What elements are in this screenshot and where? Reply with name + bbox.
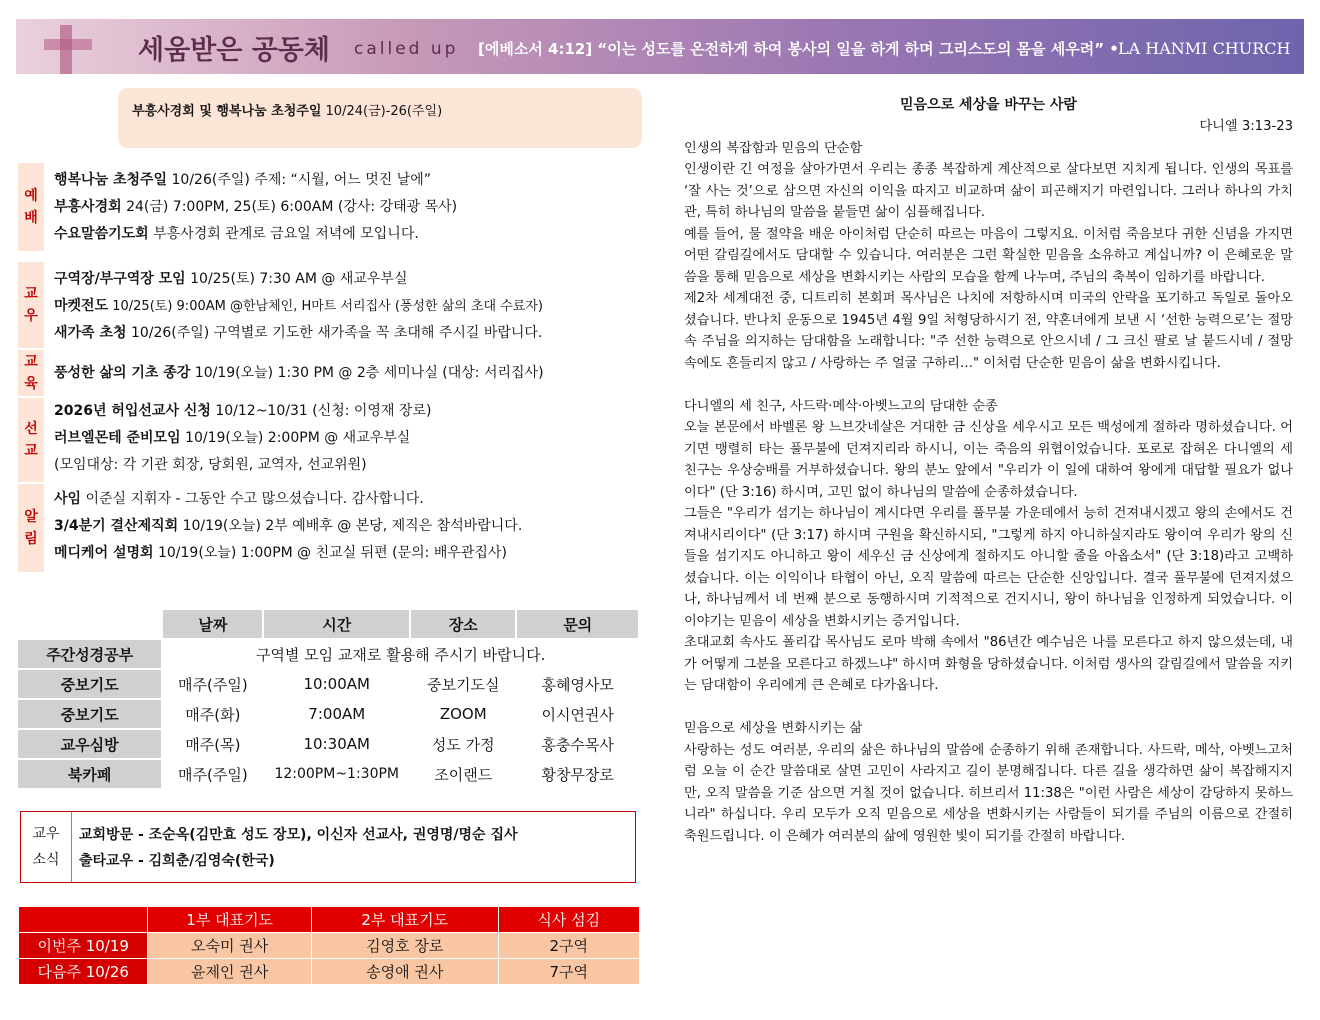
announcement-line: 러브엘몬테 준비모임 10/19(오늘) 2:00PM @ 새교우부실 [54,430,411,446]
sermon-paragraph: 사랑하는 성도 여러분, 우리의 삶은 하나님의 말씀에 순종하기 위해 존재합니다. 사드락, 메삭, 아벳느고처럼 오늘 이 순간 말씀대로 살면 고민이 사라지고 길이 분명해집니다. 다른 길을 생각하면 삶이 복잡해지지만, 오직 말씀을 기준 삼으면 거칠 것이 없습니다. 히브리서 11:38은 "이런 사람은 세상이 감당하지 못하느니라" 하십니다. 우리 모두가 오직 믿음으로 세상을 변화시키는 사람들이 되기를 주님의 이름으로 간절히 축원드립니다. 이 은혜가 여러분의 삶에 영원한 빛이 되기를 간절히 바랍니다. [684,742,1293,844]
duty-roster-table [18,906,640,985]
table-cell: 송영애 권사 [312,959,498,984]
section-heading: 믿음으로 세상을 변화시키는 삶 [684,721,863,736]
schedule-table [16,608,640,790]
announcement-category: 교 우 [18,262,44,348]
table-corner [18,610,161,638]
table-cell: 중보기도실 [427,675,500,694]
table-cell: 이시연권사 [541,705,614,724]
announcement-category: 교 육 [18,350,44,396]
announcement-line: 수요말씀기도회 부흥사경회 관계로 금요일 저녁에 모입니다. [54,226,419,242]
revival-dates: 10/24(금)-26(주일) [325,104,443,119]
sermon-title: 믿음으로 세상을 바꾸는 사람 [900,97,1077,113]
table-cell: 황창무장로 [541,765,614,784]
table-header: 문의 [517,610,638,638]
table-cell: 매주(주일) [178,765,248,784]
revival-notice [118,88,642,148]
row-label: 이번주 10/19 [19,933,147,958]
row-label: 중보기도 [18,670,161,698]
cross-icon-bar [44,39,92,50]
banner-verse: [에베소서 4:12] “이는 성도를 온전하게 하여 봉사의 일을 하게 하며 그리스도의 몸을 세우려” • [478,40,1119,58]
table-cell: 김영호 장로 [312,933,498,958]
table-row [18,760,638,788]
sermon-paragraph: 인생이란 긴 여정을 살아가면서 우리는 종종 복잡하게 계산적으로 살다보면 지치게 됩니다. 인생의 목표를 ‘잘 사는 것’으로 삼으면 자신의 이익을 따지고 비교하며 삶이 피곤해지기 마련입니다. 그러나 하나의 가치관, 특히 하나님의 말씀을 붙들면 삶이 심플해집니다. [684,162,1293,220]
table-cell: 12:00PM~1:30PM [274,766,400,782]
banner-title: 세움받은 공동체 [138,35,330,66]
table-header [19,907,147,932]
table-cell: 10:00AM [303,675,370,693]
row-label: 주간성경공부 [18,640,161,668]
row-label: 북카페 [18,760,161,788]
table-header: 식사 섬김 [499,907,639,932]
announcement-line: 구역장/부구역장 모임 10/25(토) 7:30 AM @ 새교우부실 [54,271,408,287]
header-banner [16,19,1304,74]
announcement-line: 2026년 허입선교사 신청 10/12~10/31 (신청: 이영재 장로) [54,403,432,419]
table-header-row [18,610,638,638]
announcement-body [54,360,640,387]
announcement-education [18,350,640,396]
table-cell: 10:30AM [303,735,370,753]
section-heading: 인생의 복잡함과 믿음의 단순함 [684,140,863,156]
table-cell: 7:00AM [308,705,366,723]
table-row [18,700,638,728]
announcement-category: 예 배 [18,163,44,251]
sermon-column [684,94,1293,847]
table-cell: ZOOM [439,705,487,723]
table-row [18,670,638,698]
sermon-paragraph: 제2차 세계대전 중, 디트리히 본회퍼 목사님은 나치에 저항하시며 미국의 안락을 포기하고 독일로 돌아오셨습니다. 반나치 운동으로 1945년 4월 9일 처형당하시기 전, 약혼녀에게 보낸 시 ‘선한 능력으로’는 절망 속 주님을 의지하는 담대함을 노래합니다: "주 선한 능력으로 안으시네 / 그 크신 팔로 날 붙드시네 / 절망 속에도 흔들리지 않고 / 사랑하는 주 얼굴 구하리…" 이처럼 단순한 믿음이 삶을 변화시킵니다. [684,291,1293,371]
announcement-body [54,398,640,479]
announcement-line: 풍성한 삶의 기초 종강 10/19(오늘) 1:30 PM @ 2층 세미나실 (대상: 서리집사) [54,365,544,381]
table-cell: 윤제인 권사 [148,959,311,984]
table-row [19,933,639,958]
table-header: 날짜 [163,610,262,638]
sermon-reference: 다니엘 3:13-23 [1199,119,1293,134]
table-header: 1부 대표기도 [148,907,311,932]
announcement-line: 마켓전도 10/25(토) 9:00AM @한남체인, H마트 서리집사 (풍성한 삶의 초대 수료자) [54,298,543,314]
table-cell: 홍혜영사모 [541,675,614,694]
table-cell: 오숙미 권사 [148,933,311,958]
table-row [18,730,638,758]
announcement-line: 부흥사경회 24(금) 7:00PM, 25(토) 6:00AM (강사: 강태광 목사) [54,199,458,215]
table-cell: 매주(주일) [178,675,248,694]
table-cell: 홍충수목사 [541,735,614,754]
table-header: 장소 [411,610,515,638]
announcement-line: (모임대상: 각 기관 회장, 당회원, 교역자, 선교위원) [54,457,367,473]
announcement-category: 선 교 [18,398,44,482]
sermon-paragraph: 오늘 본문에서 바벨론 왕 느브갓네살은 거대한 금 신상을 세우시고 모든 백성에게 절하라 명하셨습니다. 어기면 맹렬히 타는 풀무불에 던져지리라 하시니, 이는 죽음의 위협이었습니다. 포로로 잡혀온 다니엘의 세 친구는 우상숭배를 거부하셨습니다. 왕의 분노 앞에서 "우리가 이 일에 대하여 왕에게 대답할 필요가 없나이다" (단 3:16) 하시며, 고민 없이 하나님의 말씀에 순종하셨습니다. [684,420,1293,500]
member-news-box [20,811,636,883]
announcement-body [54,167,640,248]
announcement-body [54,486,640,567]
announcement-body [54,266,640,347]
revival-title: 부흥사경회 및 행복나눔 초청주일 [132,104,322,119]
sermon-paragraph: 예를 들어, 물 절약을 배운 아이처럼 단순히 따르는 마음이 그렇지요. 이처럼 죽음보다 귀한 신념을 가지면 어떤 갈림길에서도 담대할 수 있습니다. 여러분은 그런 확실한 믿음을 소유하고 계십니까? 이 은혜로운 말씀을 통해 믿음으로 세상을 변화시키는 사람의 모습을 함께 나누며, 주님의 축복이 임하기를 바랍니다. [684,226,1293,285]
announcement-line: 행복나눔 초청주일 10/26(주일) 주제: “시월, 어느 멋진 날에” [54,172,432,188]
row-label: 교우심방 [18,730,161,758]
table-cell: 구역별 모임 교재로 활용해 주시기 바랍니다. [255,645,546,664]
table-header: 2부 대표기도 [312,907,498,932]
table-row [19,959,639,984]
announcement-line: 새가족 초청 10/26(주일) 구역별로 기도한 새가족을 꼭 초대해 주시길 바랍니다. [54,325,543,341]
table-cell: 조이랜드 [434,765,493,784]
member-news-label: 교우 소식 [21,812,72,882]
table-header: 시간 [264,610,409,638]
table-header-row [19,907,639,932]
row-label: 중보기도 [18,700,161,728]
member-news-line: 출타교우 - 김희춘/김영숙(한국) [79,853,275,869]
table-cell: 성도 가정 [431,735,495,754]
announcement-category: 알 림 [18,484,44,572]
sermon-paragraph: 그들은 "우리가 섬기는 하나님이 계시다면 우리를 풀무불 가운데에서 능히 건져내시겠고 왕의 손에서도 건져내시리이다" (단 3:17) 하시며 구원을 확신하시되, "그렇게 하지 아니하실지라도 왕이여 우리가 왕의 신들을 섬기지도 아니하고 왕이 세우신 금 신상에게 절하지도 아니할 줄을 아옵소서" (단 3:18)라고 고백하셨습니다. 이는 이익이나 타협이 아닌, 오직 말씀에 따르는 단순한 신앙입니다. 결국 풀무불에 던져지셨으나, 하나님께서 네 번째 분으로 동행하시며 기적적으로 건지시니, 왕이 하나님을 인정하게 되었습니다. 이 이야기는 믿음이 세상을 변화시키는 증거입니다. [684,506,1293,629]
announcement-worship [18,163,640,251]
section-heading: 다니엘의 세 친구, 사드락·메삭·아벳느고의 담대한 순종 [684,398,998,414]
table-row [18,640,638,668]
announcement-notice [18,484,640,572]
member-news-body [79,822,518,874]
announcement-mission [18,398,640,482]
table-cell: 7구역 [499,959,639,984]
table-cell: 매주(화) [185,705,241,724]
member-news-line: 교회방문 - 조순옥(김만효 성도 장모), 이신자 선교사, 권영명/명순 집사 [79,827,518,843]
announcement-members [18,262,640,348]
church-name: LA HANMI CHURCH [1118,39,1291,58]
banner-subtitle: called up [354,39,459,59]
row-label: 다음주 10/26 [19,959,147,984]
announcement-line: 메디케어 설명회 10/19(오늘) 1:00PM @ 친교실 뒤편 (문의: 배우관집사) [54,545,507,561]
table-cell: 2구역 [499,933,639,958]
announcement-line: 3/4분기 결산제직회 10/19(오늘) 2부 예배후 @ 본당, 제직은 참석바랍니다. [54,518,523,534]
sermon-paragraph: 초대교회 속사도 폴리갑 목사님도 로마 박해 속에서 "86년간 예수님은 나를 모른다고 하지 않으셨는데, 내가 어떻게 그분을 모른다고 하겠느냐" 하시며 화형을 당하셨습니다. 이처럼 생사의 갈림길에서 말씀을 지키는 담대함이 우리에게 큰 은혜로 다가옵니다. [684,635,1293,693]
announcement-line: 사임 이준실 지휘자 - 그동안 수고 많으셨습니다. 감사합니다. [54,491,424,507]
table-cell: 매주(목) [185,735,241,754]
